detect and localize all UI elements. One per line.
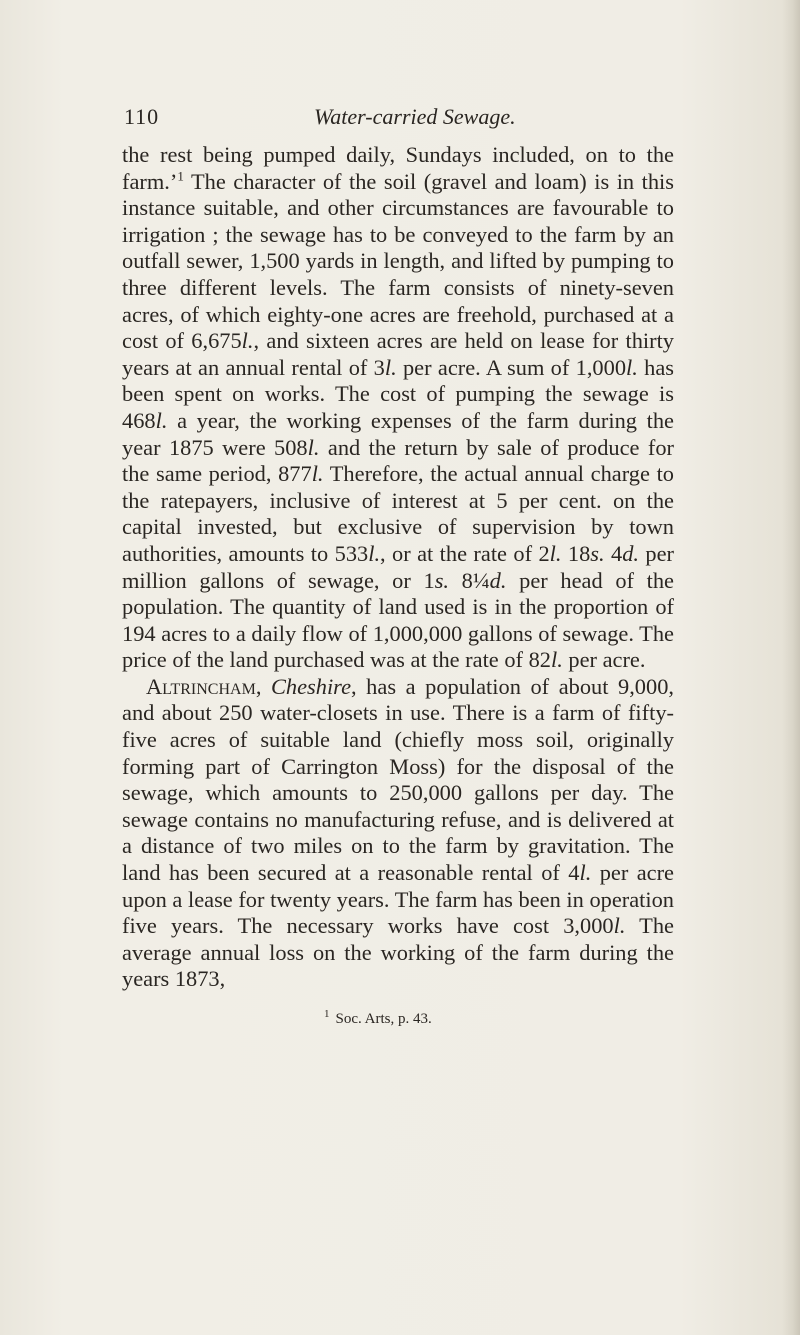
currency-unit: s. [434,567,449,593]
paragraph-1-text: has been spent on works. The cost of pumping the sewage is 468 [122,354,674,433]
paragraph-1-text: per head of the population. The quantity of land used is in the proportion of 194 acres to a daily flow of 1,000,000 gallons of sewage. The price of the land purchased was at the rate of 82 [122,567,674,673]
currency-unit: l. [307,434,320,460]
paragraph-1-text: 18 [561,540,591,566]
county-name: Cheshire [270,673,352,699]
currency-unit: l. [626,354,638,380]
paragraph-1-text: , and sixteen acres are held on lease for thirty years at an annual rental of 3 [122,328,674,380]
page-edge-shadow [782,0,800,1335]
paragraph-1-text: Therefore, the actual annual charge to the ratepayers, inclusive of interest at 5 per cent. on the capital invested, but exclusive of supervision by town authorities, amounts to 533 [122,461,674,566]
place-name: Altrincham [146,673,256,699]
currency-unit: l. [613,913,626,939]
currency-unit: l. [384,354,397,380]
paragraph-2 [122,674,674,993]
currency-unit: l. [549,540,562,566]
footnote [324,1004,432,1029]
paragraph-1-text: The character of the soil (gravel and loam) is in this instance suitable, and other circumstances are favourable to irrigation ; the sewage has to be conveyed to the farm by an outfall sewer, 1,500 yards in length, and lifted by pumping to three different levels. The farm consists of ninety-seven acres, of which eighty-one acres are freehold, purchased at a cost of 6,675 [122,168,674,354]
paragraph-1-text: a year, the working expenses of the farm during the year 1875 were 508 [122,407,674,460]
paragraph-2-text: The average annual loss on the working of the farm during the years 1873, [122,913,674,992]
currency-unit: l. [155,407,168,433]
paragraph-1-text: per acre. A sum of 1,000 [396,354,627,380]
currency-unit: s. [590,540,605,566]
paragraph-1-text: , or at the rate of 2 [380,540,550,566]
paragraph-1-text: per million gallons of sewage, or 1 [122,540,674,593]
currency-unit: d. [622,540,639,566]
currency-unit: l. [550,647,563,673]
body-text [122,142,674,993]
footnote-text: Soc. Arts, p. 43. [335,1011,432,1027]
paragraph-2-text: , has a population of about 9,000, and about 250 water-closets in use. There is a farm of fifty-five acres of suitable land (chiefly moss soil, originally forming part of Carrington Moss) for the disposal of the sewage, which amounts to 250,000 gallons per day. The sewage contains no manufacturing refuse, and is delivered at a distance of two miles on to the farm by gravitation. The land has been secured at a reasonable rental of 4 [122,673,674,886]
paragraph-1-text: 4 [604,540,623,566]
footnote-reference: 1 [177,168,184,184]
paragraph-1-text: 8 [449,567,473,593]
paragraph-2-text: , [255,673,271,699]
currency-unit: l. [579,860,592,886]
running-title: Water-carried Sewage. [314,104,516,129]
currency-unit: l. [368,540,381,566]
paragraph-1 [122,142,674,674]
paragraph-1-text: the rest being pumped daily, Sundays included, on to the farm.’ [122,142,674,194]
page-number: 110 [124,104,160,129]
currency-unit: l. [311,461,324,487]
footnote-mark: 1 [324,1008,330,1020]
currency-unit: l. [241,328,254,354]
fraction: ¼ [472,567,490,593]
currency-unit: d. [489,567,507,593]
paragraph-1-text: per acre. [562,647,646,673]
paragraph-1-text: and the return by sale of produce for the same period, 877 [122,434,674,487]
page-header [124,102,604,132]
paragraph-2-text: per acre upon a lease for twenty years. The farm has been in operation five years. The necessary works have cost 3,000 [122,860,674,939]
